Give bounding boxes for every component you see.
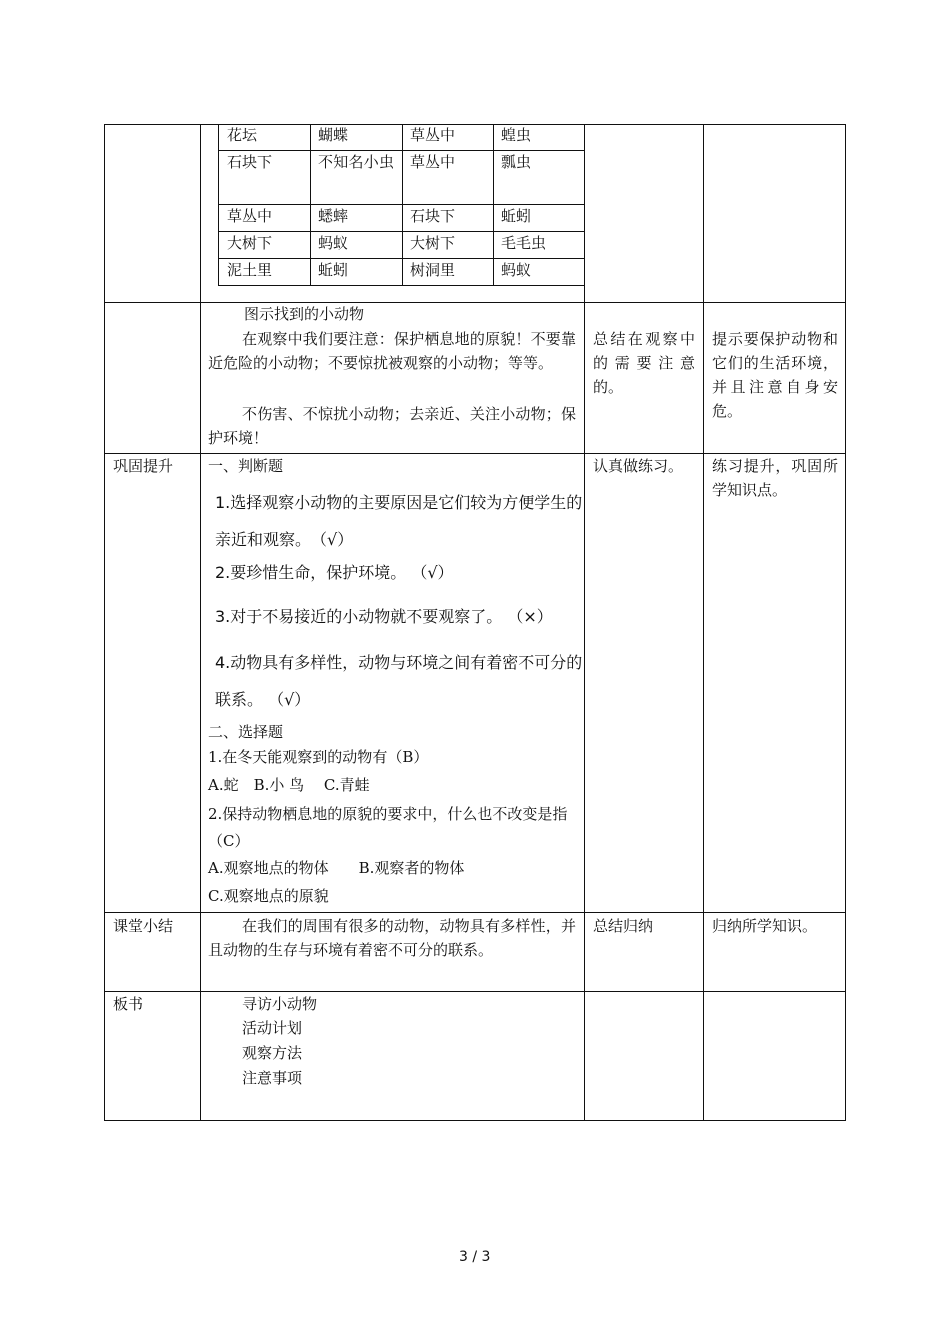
row-label: 课堂小结 (113, 917, 174, 935)
notes-paragraph-1: 在观察中我们要注意：保护栖息地的原貌！不要靠近危险的小动物；不要惊扰被观察的小动物；等等。 (208, 330, 576, 372)
subtable-cell: 蚯蚓 (318, 261, 349, 279)
choice-question: 1.在冬天能观察到的动物有（B） (208, 748, 429, 766)
choice-options: A.观察地点的物体 B.观察者的物体 (208, 859, 465, 877)
row-label: 巩固提升 (113, 457, 174, 475)
choice-options: C.观察地点的原貌 (208, 887, 329, 905)
subtable-cell: 草丛中 (410, 126, 456, 144)
col-divider-3 (703, 124, 704, 1121)
subtable-cell: 蟋蟀 (318, 207, 349, 225)
design-intent: 提示要保护动物和它们的生活环境，并且注意自身安危。 (712, 330, 838, 420)
row-divider-4 (104, 991, 846, 992)
subtable-cell: 树洞里 (410, 261, 456, 279)
board-line: 注意事项 (242, 1069, 303, 1087)
subtable-col-1 (310, 124, 311, 286)
figure-caption: 图示找到的小动物 (244, 305, 365, 323)
table-top-border (104, 124, 846, 125)
row-divider-1 (104, 302, 846, 303)
subtable-cell: 蝴蝶 (318, 126, 349, 144)
subtable-bottom-border (218, 285, 584, 286)
summary-content: 在我们的周围有很多的动物，动物具有多样性，并且动物的生存与环境有着密不可分的联系。 (208, 917, 576, 959)
judge-item: 2.要珍惜生命，保护环境。 （√） (215, 563, 454, 582)
subtable-col-2 (402, 124, 403, 286)
board-line: 观察方法 (242, 1044, 303, 1062)
subtable-cell: 大树下 (227, 234, 273, 252)
subtable-cell: 石块下 (410, 207, 456, 225)
board-line: 活动计划 (242, 1019, 303, 1037)
student-activity: 总结归纳 (593, 917, 654, 935)
table-bottom-border (104, 1120, 846, 1121)
student-activity: 总结在观察中的需要注意的。 (593, 330, 695, 396)
table-right-border (845, 124, 846, 1121)
page-number: 3 / 3 (459, 1249, 491, 1265)
row-label: 板书 (113, 995, 144, 1013)
subtable-right-border (584, 124, 585, 286)
subtable-cell: 蝗虫 (501, 126, 532, 144)
judge-item: 3.对于不易接近的小动物就不要观察了。 （×） (215, 607, 553, 626)
judge-item: 4.动物具有多样性，动物与环境之间有着密不可分的联系。 （√） (215, 653, 583, 709)
subtable-cell: 石块下 (227, 153, 273, 171)
subtable-cell: 草丛中 (410, 153, 456, 171)
subtable-cell: 毛毛虫 (501, 234, 547, 252)
student-activity: 认真做练习。 (593, 457, 684, 475)
board-line: 寻访小动物 (242, 995, 318, 1013)
col-divider-2-lower (584, 716, 585, 1121)
subtable-cell: 瓢虫 (501, 153, 532, 171)
subtable-cell: 蚂蚁 (318, 234, 349, 252)
col-divider-1 (200, 124, 201, 1121)
row-divider-3 (104, 912, 846, 913)
choice-options: A.蛇 B.小 鸟 C.青蛙 (208, 776, 370, 794)
choice-question: 2.保持动物栖息地的原貌的要求中，什么也不改变是指（C） (208, 805, 568, 850)
subtable-left-border (218, 124, 219, 286)
subtable-cell: 花坛 (227, 126, 258, 144)
notes-paragraph-2: 不伤害、不惊扰小动物；去亲近、关注小动物；保护环境！ (208, 405, 576, 447)
table-left-border (104, 124, 105, 1121)
subtable-cell: 大树下 (410, 234, 456, 252)
subtable-cell: 不知名小虫 (318, 153, 394, 171)
design-intent: 练习提升，巩固所学知识点。 (712, 457, 838, 499)
choice-section-title: 二、选择题 (208, 723, 284, 741)
subtable-cell: 草丛中 (227, 207, 273, 225)
design-intent: 归纳所学知识。 (712, 917, 818, 935)
judge-item: 1.选择观察小动物的主要原因是它们较为方便学生的亲近和观察。 （√） (215, 493, 583, 549)
subtable-cell: 蚯蚓 (501, 207, 532, 225)
subtable-cell: 蚂蚁 (501, 261, 532, 279)
subtable-cell: 泥土里 (227, 261, 273, 279)
judge-section-title: 一、判断题 (208, 457, 284, 475)
subtable-col-3 (493, 124, 494, 286)
